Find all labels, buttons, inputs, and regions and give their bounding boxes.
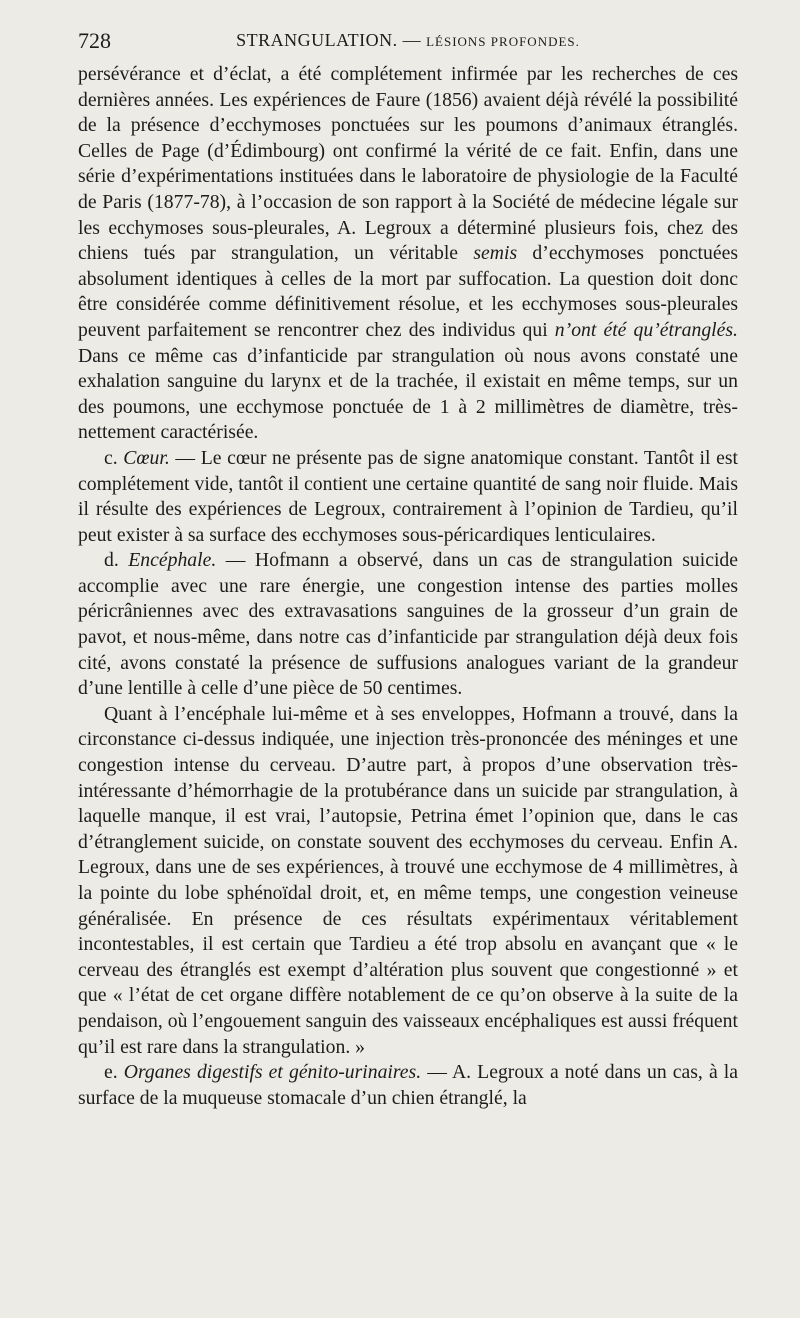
title-separator: — [402, 30, 422, 50]
text-run: d’ecchymoses ponctuées absolument identiques à celles de la mort par suffocation. La question doit donc être considérée comme définitivement résolue, et les ecchymoses sous-pleurales peuvent parfaitement se rencontrer chez des individus qui [78, 242, 738, 341]
text-run: e. [104, 1061, 124, 1084]
italic-run: Encéphale. [128, 549, 217, 572]
italic-run: Organes digestifs et génito-urinaires. [123, 1061, 422, 1084]
text-run: persévérance et d’éclat, a été complétement infirmée par les recherches de ces dernières années. Les expériences de Faure (1856) avaient déjà révélé la possibilité de la présence d’ecchymoses ponctuées sur les poumons d’animaux étranglés. Celles de Page (d’Édimbourg) ont confirmé la vérité de ce fait. Enfin, dans une série d’expérimentations instituées dans le laboratoire de physiologie de la Faculté de Paris (1877-78), à l’occasion de son rapport à la Société de médecine légale sur les ecchymoses sous-pleurales, A. Legroux a déterminé plusieurs fois, chez des chiens tués par strangulation, un véritable [78, 63, 738, 265]
text-run: — Hofmann a observé, dans un cas de strangulation suicide accomplie avec une rare énergie, une congestion intense des parties molles péricrâniennes avec des extravasations sanguines de la grosseur d’un grain de pavot, et nous-même, dans notre cas d’infanticide par strangulation déjà deux fois cité, avons constaté la présence de suffusions analogues variant de la grandeur d’une lentille à celle d’une pièce de 50 centimes. [78, 549, 739, 700]
paragraph [78, 548, 738, 702]
paragraph [78, 702, 738, 1060]
body-text [78, 62, 738, 1111]
paragraph [78, 446, 738, 548]
chapter-title: STRANGULATION. [236, 30, 398, 50]
text-run: Dans ce même cas d’infanticide par strangulation où nous avons constaté une exhalation sanguine du larynx et de la trachée, il existait en même temps, sur un des poumons, une ecchymose ponctuée de 1 à 2 millimètres de diamètre, très-nettement caractérisée. [78, 344, 738, 444]
section-subtitle: LÉSIONS PROFONDES. [426, 34, 580, 49]
paragraph [78, 62, 738, 446]
text-run: c. [104, 446, 124, 469]
page-number: 728 [78, 28, 111, 53]
italic-run: semis [473, 242, 518, 265]
running-title [78, 30, 738, 51]
text-run: — A. Legroux a noté dans un cas, à la surface de la muqueuse stomacale d’un chien étranglé, la [78, 1061, 738, 1109]
text-run: — Le cœur ne présente pas de signe anatomique constant. Tantôt il est complétement vide, tantôt il contient une certaine quantité de sang noir fluide. Mais il résulte des expériences de Legroux, contrairement à l’opinion de Tardieu, qu’il peut exister à sa surface des ecchymoses sous-péricardiques lenticulaires. [78, 446, 738, 546]
paragraph [78, 1060, 738, 1111]
italic-run: Cœur. [123, 446, 170, 469]
text-run: Quant à l’encéphale lui-même et à ses enveloppes, Hofmann a trouvé, dans la circonstance ci-dessus indiquée, une injection très-prononcée des méninges et une congestion intense du cerveau. D’autre part, à propos d’une observation très-intéressante d’hémorrhagie de la protubérance dans un suicide par strangulation, à laquelle manque, il est vrai, l’autopsie, Petrina émet l’opinion que, dans le cas d’étranglement suicide, on constate souvent des ecchymoses du cerveau. Enfin A. Legroux, dans une de ses expériences, à trouvé une ecchymose de 4 millimètres, à la pointe du lobe sphénoïdal droit, et, en même temps, une congestion veineuse généralisée. En présence de ces résultats expérimentaux véritablement incontestables, il est certain que Tardieu a été trop absolu en avançant que « le cerveau des étranglés est exempt d’altération plus souvent que congestionné » et que « l’état de cet organe diffère notablement de ce qu’on observe à la suite de la pendaison, où l’engouement sanguin des vaisseaux encéphaliques est aussi fréquent qu’il est rare dans la strangulation. » [78, 702, 738, 1058]
italic-run: n’ont été qu’étranglés. [554, 318, 738, 341]
running-header [78, 28, 738, 58]
text-run: d. [104, 549, 129, 572]
